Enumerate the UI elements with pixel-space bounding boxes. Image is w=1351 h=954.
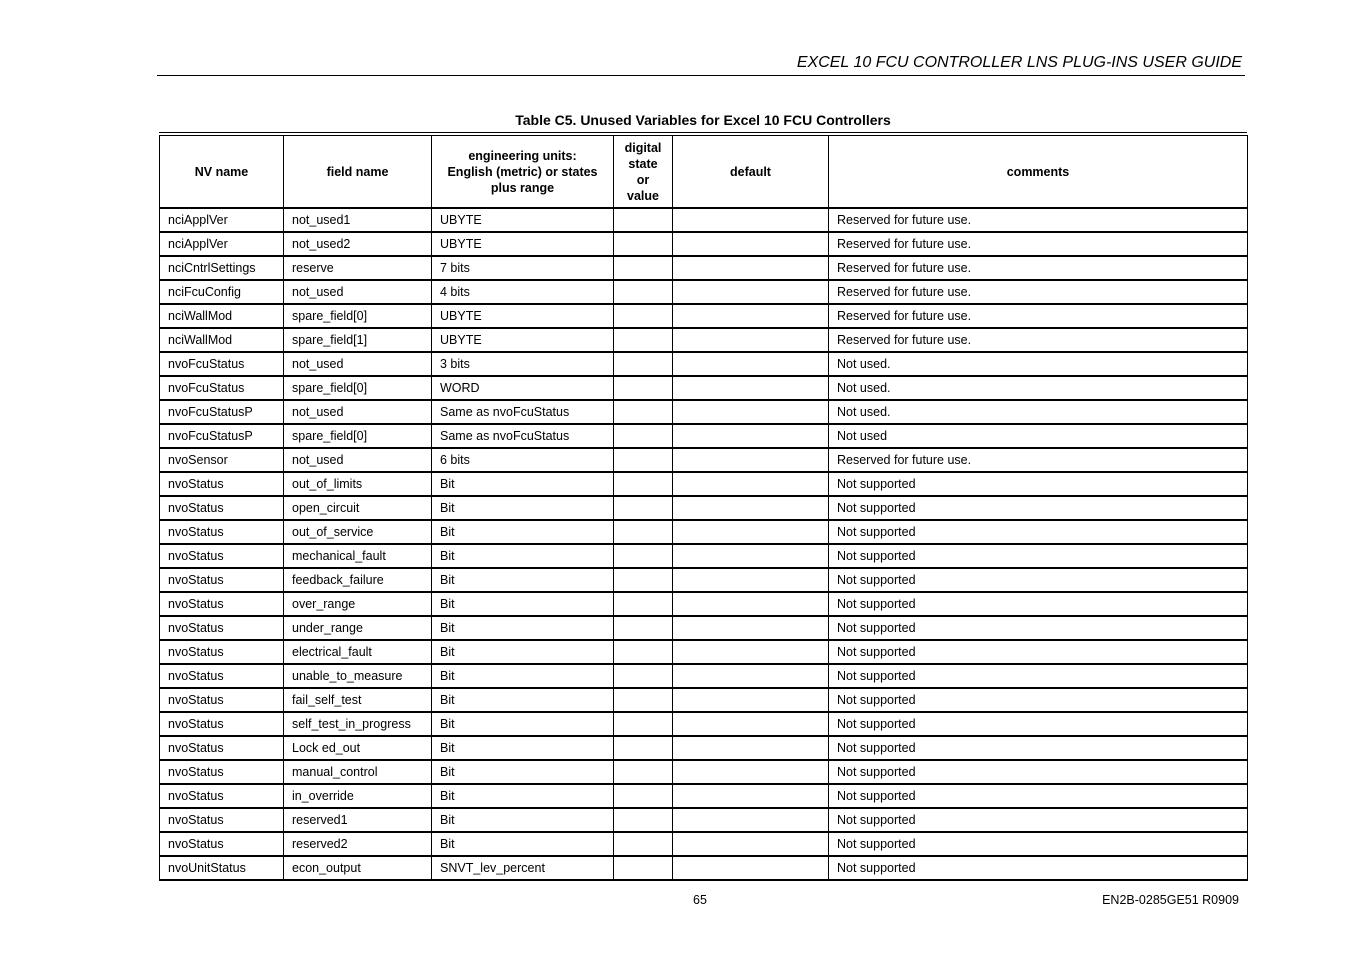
default-cell	[673, 712, 829, 736]
digital-state-cell	[614, 784, 673, 808]
nv-name-cell: nciWallMod	[160, 304, 284, 328]
nv-name-cell: nvoStatus	[160, 832, 284, 856]
field-name-cell: in_override	[284, 784, 432, 808]
field-name-cell: unable_to_measure	[284, 664, 432, 688]
digital-state-cell	[614, 496, 673, 520]
unused-variables-table-container	[159, 132, 1247, 881]
field-name-cell: out_of_limits	[284, 472, 432, 496]
digital-state-cell	[614, 736, 673, 760]
field-name-cell: not_used	[284, 352, 432, 376]
comments-cell: Not used.	[829, 376, 1248, 400]
engineering-units-cell: Bit	[432, 712, 614, 736]
nv-name-cell: nvoStatus	[160, 640, 284, 664]
engineering-units-cell: UBYTE	[432, 232, 614, 256]
table-row	[160, 856, 1248, 880]
field-name-cell: manual_control	[284, 760, 432, 784]
digital-state-cell	[614, 688, 673, 712]
field-name-cell: feedback_failure	[284, 568, 432, 592]
digital-state-cell	[614, 544, 673, 568]
table-row	[160, 208, 1248, 232]
digital-state-cell	[614, 664, 673, 688]
field-name-cell: spare_field[0]	[284, 424, 432, 448]
digital-state-cell	[614, 856, 673, 880]
digital-state-cell	[614, 472, 673, 496]
comments-cell: Reserved for future use.	[829, 256, 1248, 280]
header-text-line: default	[730, 164, 771, 179]
table-row	[160, 712, 1248, 736]
digital-state-cell	[614, 832, 673, 856]
comments-cell: Not supported	[829, 784, 1248, 808]
digital-state-cell	[614, 352, 673, 376]
digital-state-cell	[614, 760, 673, 784]
comments-cell: Not supported	[829, 592, 1248, 616]
default-cell	[673, 736, 829, 760]
field-name-cell: spare_field[1]	[284, 328, 432, 352]
default-cell	[673, 520, 829, 544]
nv-name-cell: nciWallMod	[160, 328, 284, 352]
field-name-cell: spare_field[0]	[284, 376, 432, 400]
digital-state-cell	[614, 712, 673, 736]
digital-state-cell	[614, 208, 673, 232]
table-row	[160, 328, 1248, 352]
default-cell	[673, 640, 829, 664]
field-name-cell: Lock ed_out	[284, 736, 432, 760]
col-header-field-name	[284, 136, 432, 209]
engineering-units-cell: Bit	[432, 736, 614, 760]
default-cell	[673, 328, 829, 352]
engineering-units-cell: UBYTE	[432, 304, 614, 328]
comments-cell: Not supported	[829, 568, 1248, 592]
default-cell	[673, 256, 829, 280]
digital-state-cell	[614, 304, 673, 328]
default-cell	[673, 352, 829, 376]
default-cell	[673, 832, 829, 856]
engineering-units-cell: Bit	[432, 568, 614, 592]
field-name-cell: not_used	[284, 280, 432, 304]
default-cell	[673, 592, 829, 616]
comments-cell: Not supported	[829, 520, 1248, 544]
engineering-units-cell: Bit	[432, 832, 614, 856]
nv-name-cell: nvoFcuStatusP	[160, 400, 284, 424]
digital-state-cell	[614, 592, 673, 616]
digital-state-cell	[614, 616, 673, 640]
comments-cell: Reserved for future use.	[829, 208, 1248, 232]
table-row	[160, 784, 1248, 808]
comments-cell: Not supported	[829, 616, 1248, 640]
table-row	[160, 472, 1248, 496]
table-row	[160, 616, 1248, 640]
field-name-cell: not_used	[284, 448, 432, 472]
header-text-line: English (metric) or states	[447, 164, 598, 179]
table-row	[160, 760, 1248, 784]
engineering-units-cell: Bit	[432, 688, 614, 712]
col-header-digital-state	[614, 136, 673, 209]
table-row	[160, 400, 1248, 424]
comments-cell: Not used	[829, 424, 1248, 448]
nv-name-cell: nciApplVer	[160, 208, 284, 232]
comments-cell: Reserved for future use.	[829, 280, 1248, 304]
default-cell	[673, 568, 829, 592]
engineering-units-cell: 3 bits	[432, 352, 614, 376]
nv-name-cell: nvoStatus	[160, 544, 284, 568]
field-name-cell: under_range	[284, 616, 432, 640]
comments-cell: Reserved for future use.	[829, 232, 1248, 256]
comments-cell: Not supported	[829, 640, 1248, 664]
nv-name-cell: nvoStatus	[160, 736, 284, 760]
engineering-units-cell: 6 bits	[432, 448, 614, 472]
header-text-line: NV name	[194, 164, 249, 179]
col-header-default	[673, 136, 829, 209]
nv-name-cell: nvoSensor	[160, 448, 284, 472]
table-row	[160, 448, 1248, 472]
default-cell	[673, 232, 829, 256]
table-header-row	[160, 136, 1248, 209]
field-name-cell: reserved1	[284, 808, 432, 832]
document-id: EN2B-0285GE51 R0909	[1102, 893, 1239, 907]
header-text-line: comments	[1006, 164, 1070, 179]
field-name-cell: not_used	[284, 400, 432, 424]
default-cell	[673, 664, 829, 688]
nv-name-cell: nvoStatus	[160, 712, 284, 736]
field-name-cell: electrical_fault	[284, 640, 432, 664]
comments-cell: Not supported	[829, 712, 1248, 736]
nv-name-cell: nvoStatus	[160, 568, 284, 592]
default-cell	[673, 448, 829, 472]
nv-name-cell: nvoStatus	[160, 496, 284, 520]
engineering-units-cell: WORD	[432, 376, 614, 400]
engineering-units-cell: Bit	[432, 760, 614, 784]
field-name-cell: self_test_in_progress	[284, 712, 432, 736]
engineering-units-cell: 4 bits	[432, 280, 614, 304]
engineering-units-cell: Bit	[432, 640, 614, 664]
table-row	[160, 352, 1248, 376]
running-header-title: EXCEL 10 FCU CONTROLLER LNS PLUG-INS USER GUIDE	[796, 54, 1242, 71]
field-name-cell: mechanical_fault	[284, 544, 432, 568]
digital-state-cell	[614, 808, 673, 832]
comments-cell: Not supported	[829, 832, 1248, 856]
field-name-cell: out_of_service	[284, 520, 432, 544]
default-cell	[673, 376, 829, 400]
digital-state-cell	[614, 448, 673, 472]
nv-name-cell: nvoStatus	[160, 616, 284, 640]
nv-name-cell: nciApplVer	[160, 232, 284, 256]
unused-variables-table	[159, 135, 1248, 881]
default-cell	[673, 808, 829, 832]
comments-cell: Not supported	[829, 856, 1248, 880]
table-caption: Table C5. Unused Variables for Excel 10 FCU Controllers	[515, 112, 891, 128]
table-row	[160, 256, 1248, 280]
nv-name-cell: nvoStatus	[160, 592, 284, 616]
default-cell	[673, 760, 829, 784]
nv-name-cell: nvoStatus	[160, 784, 284, 808]
table-row	[160, 808, 1248, 832]
comments-cell: Not used.	[829, 400, 1248, 424]
comments-cell: Not supported	[829, 688, 1248, 712]
field-name-cell: econ_output	[284, 856, 432, 880]
comments-cell: Not used.	[829, 352, 1248, 376]
comments-cell: Not supported	[829, 544, 1248, 568]
nv-name-cell: nvoStatus	[160, 688, 284, 712]
default-cell	[673, 304, 829, 328]
header-text-line: field name	[326, 164, 389, 179]
table-row	[160, 280, 1248, 304]
table-row	[160, 640, 1248, 664]
default-cell	[673, 424, 829, 448]
comments-cell: Not supported	[829, 664, 1248, 688]
comments-cell: Not supported	[829, 496, 1248, 520]
header-text-line: state	[628, 156, 658, 171]
nv-name-cell: nvoStatus	[160, 472, 284, 496]
col-header-nv-name	[160, 136, 284, 209]
comments-cell: Reserved for future use.	[829, 328, 1248, 352]
field-name-cell: fail_self_test	[284, 688, 432, 712]
nv-name-cell: nvoUnitStatus	[160, 856, 284, 880]
col-header-engineering-units	[432, 136, 614, 209]
default-cell	[673, 616, 829, 640]
engineering-units-cell: Bit	[432, 496, 614, 520]
header-text-line: plus range	[490, 180, 555, 195]
default-cell	[673, 856, 829, 880]
digital-state-cell	[614, 640, 673, 664]
field-name-cell: open_circuit	[284, 496, 432, 520]
default-cell	[673, 688, 829, 712]
header-text-line: digital	[624, 140, 662, 155]
engineering-units-cell: Bit	[432, 664, 614, 688]
default-cell	[673, 544, 829, 568]
default-cell	[673, 280, 829, 304]
table-row	[160, 496, 1248, 520]
engineering-units-cell: UBYTE	[432, 208, 614, 232]
table-row	[160, 232, 1248, 256]
digital-state-cell	[614, 328, 673, 352]
engineering-units-cell: UBYTE	[432, 328, 614, 352]
table-row	[160, 592, 1248, 616]
nv-name-cell: nvoFcuStatusP	[160, 424, 284, 448]
default-cell	[673, 208, 829, 232]
engineering-units-cell: Bit	[432, 544, 614, 568]
engineering-units-cell: Bit	[432, 592, 614, 616]
table-row	[160, 664, 1248, 688]
engineering-units-cell: Bit	[432, 808, 614, 832]
digital-state-cell	[614, 520, 673, 544]
header-text-line: engineering units:	[468, 148, 577, 163]
field-name-cell: reserved2	[284, 832, 432, 856]
default-cell	[673, 472, 829, 496]
header-rule	[157, 75, 1245, 76]
table-row	[160, 424, 1248, 448]
comments-cell: Reserved for future use.	[829, 448, 1248, 472]
table-row	[160, 304, 1248, 328]
field-name-cell: spare_field[0]	[284, 304, 432, 328]
comments-cell: Not supported	[829, 736, 1248, 760]
default-cell	[673, 400, 829, 424]
default-cell	[673, 784, 829, 808]
table-row	[160, 688, 1248, 712]
table-row	[160, 736, 1248, 760]
digital-state-cell	[614, 568, 673, 592]
field-name-cell: not_used1	[284, 208, 432, 232]
table-row	[160, 520, 1248, 544]
engineering-units-cell: Bit	[432, 472, 614, 496]
digital-state-cell	[614, 376, 673, 400]
digital-state-cell	[614, 400, 673, 424]
page-number: 65	[693, 893, 707, 907]
engineering-units-cell: Bit	[432, 784, 614, 808]
nv-name-cell: nciFcuConfig	[160, 280, 284, 304]
nv-name-cell: nvoFcuStatus	[160, 352, 284, 376]
table-row	[160, 568, 1248, 592]
engineering-units-cell: Same as nvoFcuStatus	[432, 424, 614, 448]
field-name-cell: not_used2	[284, 232, 432, 256]
header-text-line: or	[636, 172, 650, 187]
col-header-comments	[829, 136, 1248, 209]
digital-state-cell	[614, 256, 673, 280]
table-row	[160, 832, 1248, 856]
engineering-units-cell: 7 bits	[432, 256, 614, 280]
engineering-units-cell: Bit	[432, 520, 614, 544]
nv-name-cell: nvoFcuStatus	[160, 376, 284, 400]
table-body	[160, 208, 1248, 880]
field-name-cell: over_range	[284, 592, 432, 616]
header-text-line: value	[627, 188, 659, 203]
nv-name-cell: nvoStatus	[160, 664, 284, 688]
comments-cell: Not supported	[829, 808, 1248, 832]
comments-cell: Not supported	[829, 760, 1248, 784]
default-cell	[673, 496, 829, 520]
nv-name-cell: nvoStatus	[160, 808, 284, 832]
table-row	[160, 544, 1248, 568]
field-name-cell: reserve	[284, 256, 432, 280]
engineering-units-cell: Same as nvoFcuStatus	[432, 400, 614, 424]
digital-state-cell	[614, 280, 673, 304]
nv-name-cell: nciCntrlSettings	[160, 256, 284, 280]
comments-cell: Not supported	[829, 472, 1248, 496]
engineering-units-cell: SNVT_lev_percent	[432, 856, 614, 880]
digital-state-cell	[614, 424, 673, 448]
comments-cell: Reserved for future use.	[829, 304, 1248, 328]
nv-name-cell: nvoStatus	[160, 520, 284, 544]
engineering-units-cell: Bit	[432, 616, 614, 640]
table-row	[160, 376, 1248, 400]
digital-state-cell	[614, 232, 673, 256]
nv-name-cell: nvoStatus	[160, 760, 284, 784]
